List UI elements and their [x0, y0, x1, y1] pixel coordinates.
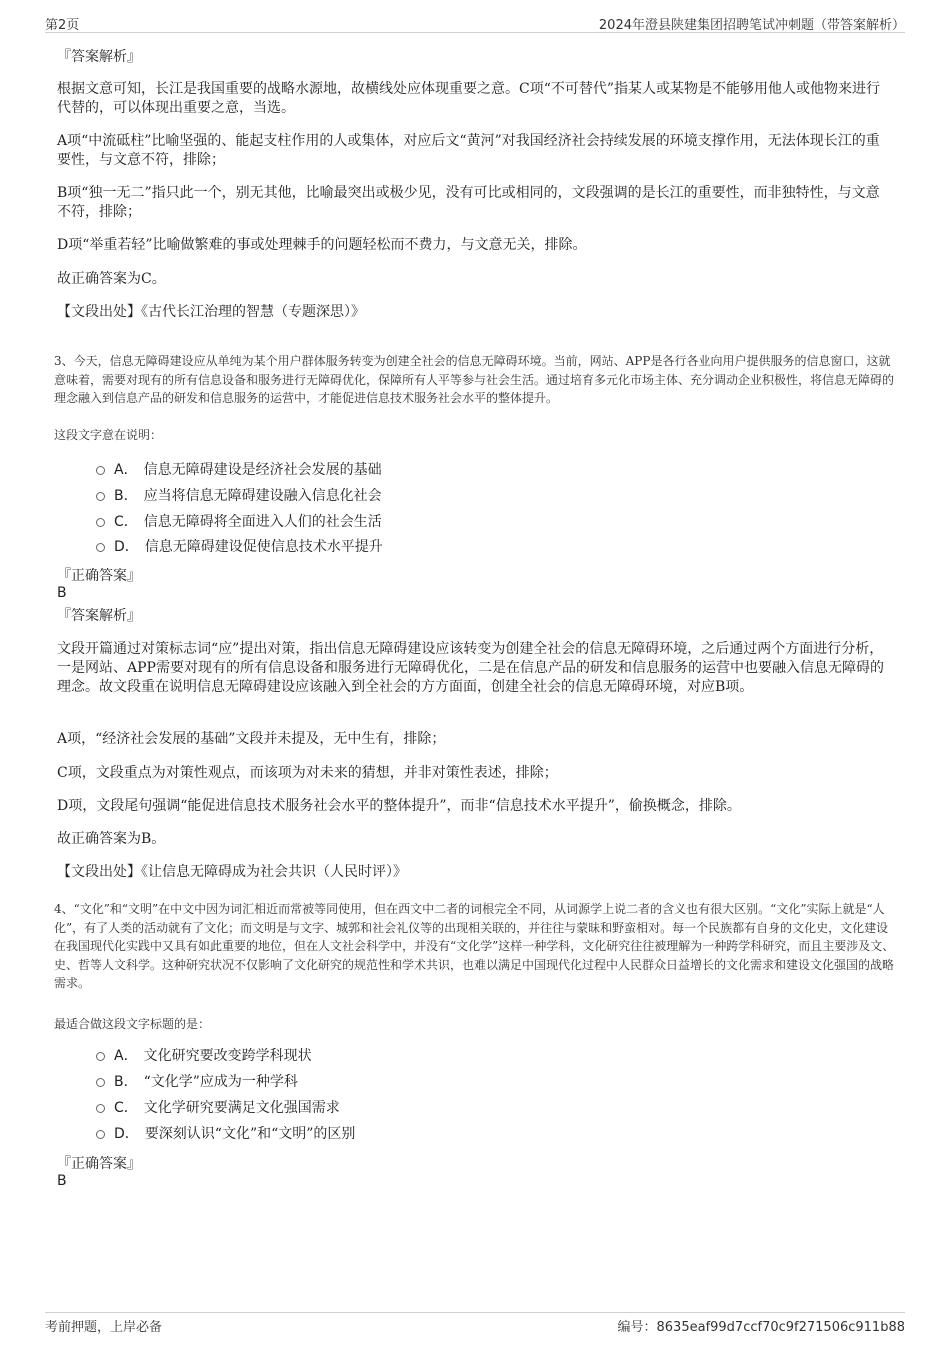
radio-icon[interactable]: [96, 1078, 105, 1087]
q3-option-c[interactable]: C． 信息无障碍将全面进入人们的社会生活: [96, 512, 382, 532]
q3-analysis-p1: 文段开篇通过对策标志词“应”提出对策，指出信息无障碍建设应该转变为创建全社会的信息无障碍环境，之后通过两个方面进行分析，一是网站、APP需要对现有的所有信息设备和服务进行无障碍优化，二是在信息产品的研发和信息服务的运营中也要融入信息无障碍的理念。故文段重在说明信息无障碍建设应该融入到全社会的方方面面，创建全社会的信息无障碍环境，对应B项。: [57, 641, 884, 695]
q3-correct-answer: B: [57, 585, 67, 601]
radio-icon[interactable]: [96, 1052, 105, 1061]
q4-correct-answer: B: [57, 1173, 67, 1189]
q3-option-b[interactable]: B． 应当将信息无障碍建设融入信息化社会: [96, 486, 382, 506]
document-title: 2024年澄县陕建集团招聘笔试冲刺题（带答案解析）: [598, 18, 905, 33]
page-footer: [45, 1312, 905, 1337]
q4-option-a[interactable]: A． 文化研究要改变跨学科现状: [96, 1046, 312, 1066]
radio-icon[interactable]: [96, 518, 105, 527]
q2-analysis-p1: 根据文意可知，长江是我国重要的战略水源地，故横线处应体现重要之意。C项“不可替代”指某人或某物是不能够用他人或他物来进行代替的，可以体现出重要之意，当选。: [57, 81, 881, 116]
q3-prompt: 这段文字意在说明：: [54, 428, 163, 442]
radio-icon[interactable]: [96, 1104, 105, 1113]
q2-analysis-p4: D项“举重若轻”比喻做繁难的事或处理棘手的问题轻松而不费力，与文意无关，排除。: [57, 237, 587, 253]
radio-icon[interactable]: [96, 1130, 105, 1139]
q3-correct-tag: 『正确答案』: [57, 568, 141, 584]
q4-question-text: 4、“文化”和“文明”在中文中因为词汇相近而常被等同使用，但在西文中二者的词根完全不同，从词源学上说二者的含义也有很大区别。“文化”实际上就是“人化”，有了人类的活动就有了文化；而文明是与文字、城郭和社会礼仪等的出现相关联的，并往往与蒙昧和野蛮相对。每一个民族都有自身的文化史，文化建设在我国现代化实践中又具有如此重要的地位，但在人文社会科学中，并没有“文化学”这样一种学科，文化研究往往被理解为一种跨学科研究，而且主要涉及文、史、哲等人文科学。这种研究状况不仅影响了文化研究的规范性和学术共识，也难以满足中国现代化过程中人民群众日益增长的文化需求和建设文化强国的战略需求。: [54, 902, 895, 990]
q2-analysis-p2: A项“中流砥柱”比喻坚强的、能起支柱作用的人或集体，对应后文“黄河”对我国经济社会持续发展的环境支撑作用，无法体现长江的重要性，与文意不符，排除；: [57, 133, 880, 168]
document-code: 编号：8635eaf99d7ccf70c9f271506c911b88: [617, 1320, 905, 1335]
q2-analysis-tag: 『答案解析』: [57, 49, 141, 65]
q3-option-d[interactable]: D． 信息无障碍建设促使信息技术水平提升: [96, 537, 383, 557]
radio-icon[interactable]: [96, 492, 105, 501]
q3-analysis-p4: D项，文段尾句强调“能促进信息技术服务社会水平的整体提升”，而非“信息技术水平提升”，偷换概念，排除。: [57, 798, 741, 814]
page-header: [45, 10, 905, 33]
q4-option-d[interactable]: D． 要深刻认识“文化”和“文明”的区别: [96, 1124, 355, 1144]
q3-analysis-p3: C项，文段重点为对策性观点，而该项为对未来的猜想，并非对策性表述，排除；: [57, 765, 558, 781]
q3-option-a[interactable]: A． 信息无障碍建设是经济社会发展的基础: [96, 460, 382, 480]
q3-question-text: 3、今天，信息无障碍建设应从单纯为某个用户群体服务转变为创建全社会的信息无障碍环境。当前，网站、APP是各行各业向用户提供服务的信息窗口，这就意味着，需要对现有的所有信息设备和服务进行无障碍优化，保障所有人平等参与社会生活。通过培育多元化市场主体、充分调动企业积极性，将信息无障碍的理念融入到信息产品的研发和信息服务的运营中，才能促进信息技术服务社会水平的整体提升。: [54, 354, 895, 405]
footer-slogan: 考前押题，上岸必备: [45, 1320, 163, 1335]
q3-analysis-tag: 『答案解析』: [57, 608, 141, 624]
q4-correct-tag: 『正确答案』: [57, 1156, 141, 1172]
page-number: 第2页: [45, 18, 80, 33]
q4-option-c[interactable]: C． 文化学研究要满足文化强国需求: [96, 1098, 340, 1118]
q2-analysis-p3: B项“独一无二”指只此一个，别无其他，比喻最突出或极少见，没有可比或相同的，文段强调的是长江的重要性，而非独特性，与文意不符，排除；: [57, 185, 880, 220]
q3-source: 【文段出处】《让信息无障碍成为社会共识（人民时评）》: [57, 864, 407, 880]
q4-option-b[interactable]: B． “文化学”应成为一种学科: [96, 1072, 298, 1092]
q3-analysis-p5: 故正确答案为B。: [57, 831, 166, 847]
q2-analysis-p5: 故正确答案为C。: [57, 271, 166, 287]
q4-prompt: 最适合做这段文字标题的是：: [54, 1017, 211, 1031]
q3-analysis-p2: A项，“经济社会发展的基础”文段并未提及，无中生有，排除；: [57, 731, 446, 747]
radio-icon[interactable]: [96, 543, 105, 552]
q2-source: 【文段出处】《古代长江治理的智慧（专题深思）》: [57, 304, 365, 320]
radio-icon[interactable]: [96, 466, 105, 475]
